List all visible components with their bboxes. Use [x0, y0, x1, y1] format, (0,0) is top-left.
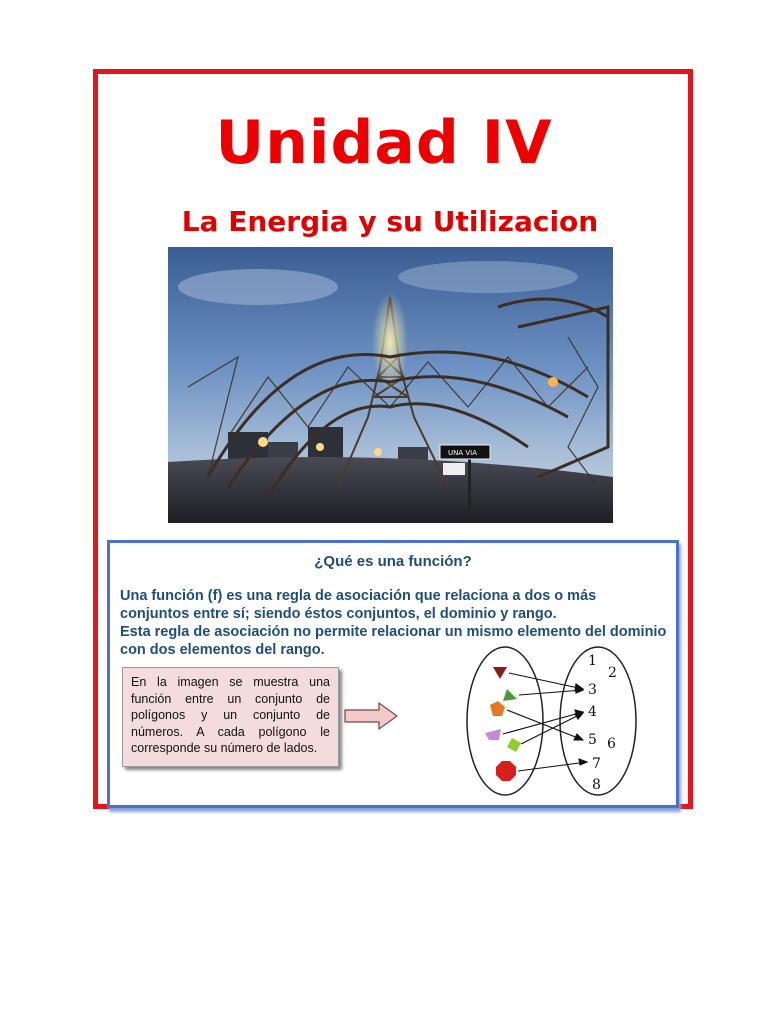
eiffel-tower-photo: [168, 247, 613, 523]
definition-paragraph-2: Esta regla de asociación no permite relacionar un mismo elemento del dominio con dos elementos del rango.: [120, 624, 667, 658]
one-way-sign-text: UNA VIA: [448, 449, 478, 457]
example-callout: En la imagen se muestra una función entre un conjunto de polígonos y un conjunto de números. A cada polígono le corresponde su número de lados.: [122, 667, 339, 767]
triangle-red-shape: [493, 667, 507, 679]
range-number-2: 2: [608, 665, 617, 681]
panel-question: ¿Qué es una función?: [314, 553, 472, 570]
square-green-shape: [507, 738, 521, 752]
definition-paragraph-1: Una función (f) es una regla de asociación que relaciona a dos o más conjuntos entre sí; siendo éstos conjuntos, el dominio y rango.: [120, 588, 597, 622]
range-number-6: 6: [607, 736, 616, 752]
range-number-3: 3: [588, 682, 597, 698]
function-mapping-diagram: [455, 643, 645, 803]
triangle-green-shape: [503, 689, 517, 701]
right-arrow-icon: [343, 701, 401, 731]
pentagon-orange-shape: [490, 701, 505, 716]
page-subtitle: La Energia y su Utilizacion: [181, 205, 599, 238]
range-number-4: 4: [588, 704, 597, 720]
range-number-7: 7: [592, 756, 601, 772]
range-number-8: 8: [592, 777, 601, 793]
octagon-red-shape: [496, 761, 516, 781]
quadrilateral-purple-shape: [485, 729, 501, 740]
range-set-ellipse: [560, 647, 636, 795]
range-number-5: 5: [588, 732, 597, 748]
range-number-1: 1: [588, 653, 597, 669]
function-info-panel: [107, 540, 679, 808]
page-title: Unidad IV: [215, 108, 553, 178]
